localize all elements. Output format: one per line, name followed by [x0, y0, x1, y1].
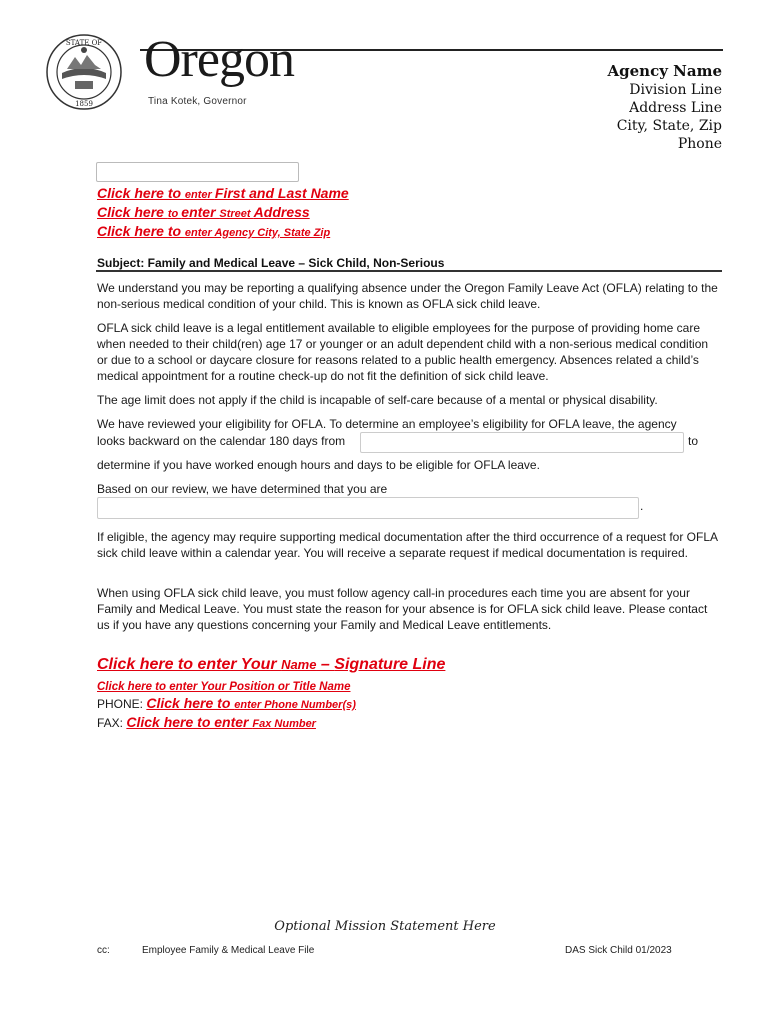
paragraph-eligibility-b: looks backward on the calendar 180 days from: [97, 434, 346, 448]
signature-title-field[interactable]: Click here to enter Your Position or Title Name: [97, 681, 351, 693]
division-line: Division Line: [629, 82, 722, 98]
phone-row: [97, 694, 356, 714]
eligibility-determination-field[interactable]: [97, 497, 639, 519]
fax-row: [97, 713, 316, 733]
recipient-street-field[interactable]: Click here to enter Street Address: [97, 204, 310, 220]
oregon-wordmark: Oregon: [144, 31, 294, 88]
paragraph-determination: Based on our review, we have determined that you are: [97, 482, 388, 496]
paragraph-intro: We understand you may be reporting a qualifying absence under the Oregon Family Leave Act (OFLA) relating to the non-serious medical condition of your child. This is known as OFLA sick child leave.: [97, 281, 718, 311]
subject-rule: [96, 270, 722, 272]
determination-period: .: [640, 499, 644, 513]
cc-value: Employee Family & Medical Leave File: [142, 945, 315, 956]
signature-name-field[interactable]: Click here to enter Your Name – Signature Line: [97, 656, 446, 673]
fax-number-field[interactable]: Click here to enter Fax Number: [126, 714, 316, 730]
agency-address-block: [608, 62, 723, 153]
oregon-state-seal: [45, 33, 123, 111]
phone-line: Phone: [677, 136, 722, 152]
address-line: Address Line: [629, 100, 722, 116]
cc-label: cc:: [97, 945, 110, 956]
paragraph-call-in: When using OFLA sick child leave, you must follow agency call-in procedures each time you are absent for your Family and Medical Leave. You must state the reason for your absence is for OFLA sick child leave. Please contact us if you have any questions concerning your Family and Medical Leave entitlements.: [97, 586, 708, 632]
recipient-name-field[interactable]: Click here to enter First and Last Name: [97, 185, 349, 201]
date-field[interactable]: [96, 162, 299, 182]
mission-statement: Optional Mission Statement Here: [274, 919, 496, 934]
paragraph-eligibility-a: We have reviewed your eligibility for OFLA. To determine an employee’s eligibility for OFLA leave, the agency: [97, 417, 677, 431]
paragraph-eligibility-c: determine if you have worked enough hours and days to be eligible for OFLA leave.: [97, 458, 540, 472]
lookback-date-field[interactable]: [360, 432, 684, 453]
recipient-city-field[interactable]: Click here to enter Agency City, State Zip: [97, 223, 331, 239]
fax-label: FAX:: [97, 716, 127, 730]
subject-line: Subject: Family and Medical Leave – Sick Child, Non-Serious: [97, 256, 445, 270]
paragraph-definition: OFLA sick child leave is a legal entitlement available to eligible employees for the purpose of providing home care when needed to their child(ren) age 17 or younger or an adult dependent child with a non-serious medical condition or due to a school or daycare closure for reasons related to a public health emergency. Absences related a child’s medical appointment for a routine check-up do not fit the definition of sick child leave.: [97, 321, 709, 383]
city-state-zip-line: City, State, Zip: [616, 118, 722, 134]
svg-text:STATE OF: STATE OF: [65, 39, 103, 47]
phone-label: PHONE:: [97, 697, 147, 711]
phone-number-field[interactable]: Click here to enter Phone Number(s): [146, 695, 356, 711]
paragraph-age-limit: The age limit does not apply if the child is incapable of self-care because of a mental or physical disability.: [97, 393, 658, 407]
governor-name: Tina Kotek, Governor: [148, 96, 247, 107]
agency-name: Agency Name: [607, 62, 722, 80]
paragraph-documentation: If eligible, the agency may require supporting medical documentation after the third occurrence of a request for OFLA sick child leave within a calendar year. You will receive a separate request if medical documentation is required.: [97, 530, 718, 560]
paragraph-eligibility-to: to: [688, 434, 699, 448]
svg-text:1859: 1859: [75, 100, 93, 108]
form-identifier: DAS Sick Child 01/2023: [565, 945, 672, 956]
